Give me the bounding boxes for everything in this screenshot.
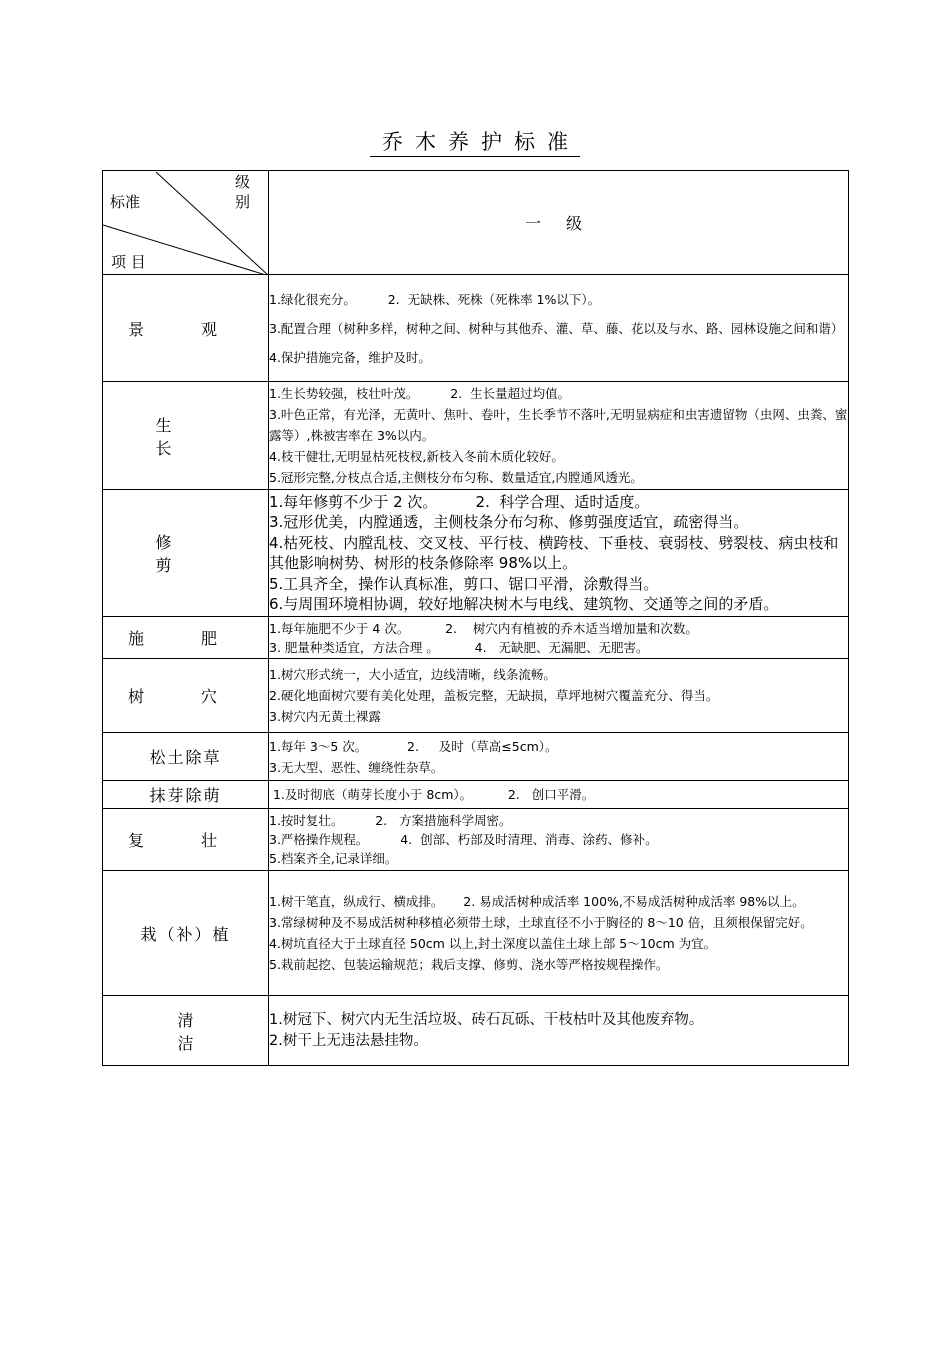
row-item: 抹芽除萌 bbox=[103, 781, 269, 809]
row-line: 4.保护措施完备，维护及时。 bbox=[269, 349, 431, 365]
row-item: 景 观 bbox=[103, 275, 269, 382]
row-pruning bbox=[103, 490, 849, 617]
row-content bbox=[269, 382, 849, 490]
row-line: 3.常绿树种及不易成活树种移植必须带土球，土球直径不小于胸径的 8～10 倍，且须根保留完好。 bbox=[269, 915, 813, 930]
row-line: 3.冠形优美，内膛通透，主侧枝条分布匀称、修剪强度适宜，疏密得当。 bbox=[269, 513, 749, 531]
row-line: 1.树干笔直，纵成行、横成排。 2. 易成活树种成活率 100%,不易成活树种成活率 98%以上。 bbox=[269, 894, 805, 909]
header-level-top: 级 bbox=[235, 172, 251, 191]
header-level-value: 一 级 bbox=[269, 171, 849, 275]
row-line: 2.树干上无违法悬挂物。 bbox=[269, 1032, 428, 1049]
row-line: 1.每年施肥不少于 4 次。 2. 树穴内有植被的乔木适当增加量和次数。 bbox=[269, 620, 698, 636]
row-content bbox=[269, 490, 849, 617]
row-content bbox=[269, 871, 849, 996]
row-item: 松土除草 bbox=[103, 733, 269, 781]
row-line: 3.严格操作规程。 4. 创部、朽部及时清理、消毒、涂药、修补。 bbox=[269, 832, 658, 847]
row-item: 清 洁 bbox=[103, 996, 269, 1066]
row-rejuvenation bbox=[103, 809, 849, 871]
row-line: 3. 肥量种类适宜，方法合理 。 4. 无缺肥、无漏肥、无肥害。 bbox=[269, 639, 649, 655]
row-line: 4.枝干健壮,无明显枯死枝杈,新枝入冬前木质化较好。 bbox=[269, 449, 564, 464]
row-line: 4.树坑直径大于土球直径 50cm 以上,封土深度以盖住土球上部 5～10cm 为宜。 bbox=[269, 936, 717, 951]
row-line: 5.栽前起挖、包装运输规范；栽后支撑、修剪、浇水等严格按规程操作。 bbox=[269, 957, 669, 972]
row-content bbox=[269, 617, 849, 659]
header-diagonal-cell bbox=[103, 171, 269, 275]
row-line: 6.与周围环境相协调，较好地解决树木与电线、建筑物、交通等之间的矛盾。 bbox=[269, 595, 779, 613]
page-title bbox=[0, 128, 950, 157]
row-landscape bbox=[103, 275, 849, 382]
row-line: 5.冠形完整,分枝点合适,主侧枝分布匀称、数量适宜,内膛通风透光。 bbox=[269, 470, 643, 485]
row-line: 4.枯死枝、内膛乱枝、交叉枝、平行枝、横跨枝、下垂枝、衰弱枝、劈裂枝、病虫枝和其他影响树势、树形的枝条修除率 98%以上。 bbox=[269, 533, 839, 572]
row-line: 3.无大型、恶性、缠绕性杂草。 bbox=[269, 759, 444, 775]
row-item: 复 壮 bbox=[103, 809, 269, 871]
row-line: 5.档案齐全,记录详细。 bbox=[269, 851, 398, 866]
row-content bbox=[269, 659, 849, 733]
row-content bbox=[269, 996, 849, 1066]
row-line: 1.树冠下、树穴内无生活垃圾、砖石瓦砾、干枝枯叶及其他废弃物。 bbox=[269, 1011, 704, 1028]
row-line: 1.树穴形式统一，大小适宜，边线清晰，线条流畅。 bbox=[269, 667, 556, 682]
row-content bbox=[269, 809, 849, 871]
row-content bbox=[269, 733, 849, 781]
row-item: 修 剪 bbox=[103, 490, 269, 617]
header-item: 项 目 bbox=[111, 252, 146, 271]
row-line: 1.生长势较强，枝壮叶茂。 2. 生长量超过均值。 bbox=[269, 386, 571, 401]
row-planting bbox=[103, 871, 849, 996]
row-line: 1.按时复壮。 2. 方案措施科学周密。 bbox=[269, 813, 512, 828]
row-line: 1.绿化很充分。 2. 无缺株、死株（死株率 1%以下）。 bbox=[269, 291, 601, 307]
row-item: 生 长 bbox=[103, 382, 269, 490]
row-tree-pit bbox=[103, 659, 849, 733]
row-line: 1.及时彻底（萌芽长度小于 8cm）。 2. 创口平滑。 bbox=[269, 787, 595, 802]
row-item: 树 穴 bbox=[103, 659, 269, 733]
row-item: 栽（补）植 bbox=[103, 871, 269, 996]
row-content bbox=[269, 275, 849, 382]
row-line: 3.配置合理（树种多样，树种之间、树种与其他乔、灌、草、藤、花以及与水、路、园林设施之间和谐） bbox=[269, 320, 844, 336]
title-text: 乔木养护标准 bbox=[370, 128, 580, 157]
row-line: 5.工具齐全，操作认真标准，剪口、锯口平滑，涂敷得当。 bbox=[269, 574, 659, 593]
row-growth bbox=[103, 382, 849, 490]
row-sprout-removal bbox=[103, 781, 849, 809]
row-cleaning bbox=[103, 996, 849, 1066]
row-line: 1.每年修剪不少于 2 次。 2. 科学合理、适时适度。 bbox=[269, 492, 650, 511]
row-fertilizing bbox=[103, 617, 849, 659]
header-row bbox=[103, 171, 849, 275]
row-line: 1.每年 3～5 次。 2. 及时（草高≤5cm）。 bbox=[269, 738, 558, 754]
row-line: 2.硬化地面树穴要有美化处理，盖板完整，无缺损，草坪地树穴覆盖充分、得当。 bbox=[269, 688, 719, 703]
row-item: 施 肥 bbox=[103, 617, 269, 659]
row-line: 3.树穴内无黄土裸露 bbox=[269, 709, 381, 724]
standards-table bbox=[102, 170, 849, 1066]
row-weeding bbox=[103, 733, 849, 781]
row-line: 3.叶色正常，有光泽，无黄叶、焦叶、卷叶，生长季节不落叶,无明显病症和虫害遗留物（虫网、虫粪、蜜露等）,株被害率在 3%以内。 bbox=[269, 407, 848, 443]
header-standard: 标准 bbox=[110, 192, 141, 211]
row-content bbox=[269, 781, 849, 809]
header-level-bottom: 别 bbox=[235, 192, 251, 211]
